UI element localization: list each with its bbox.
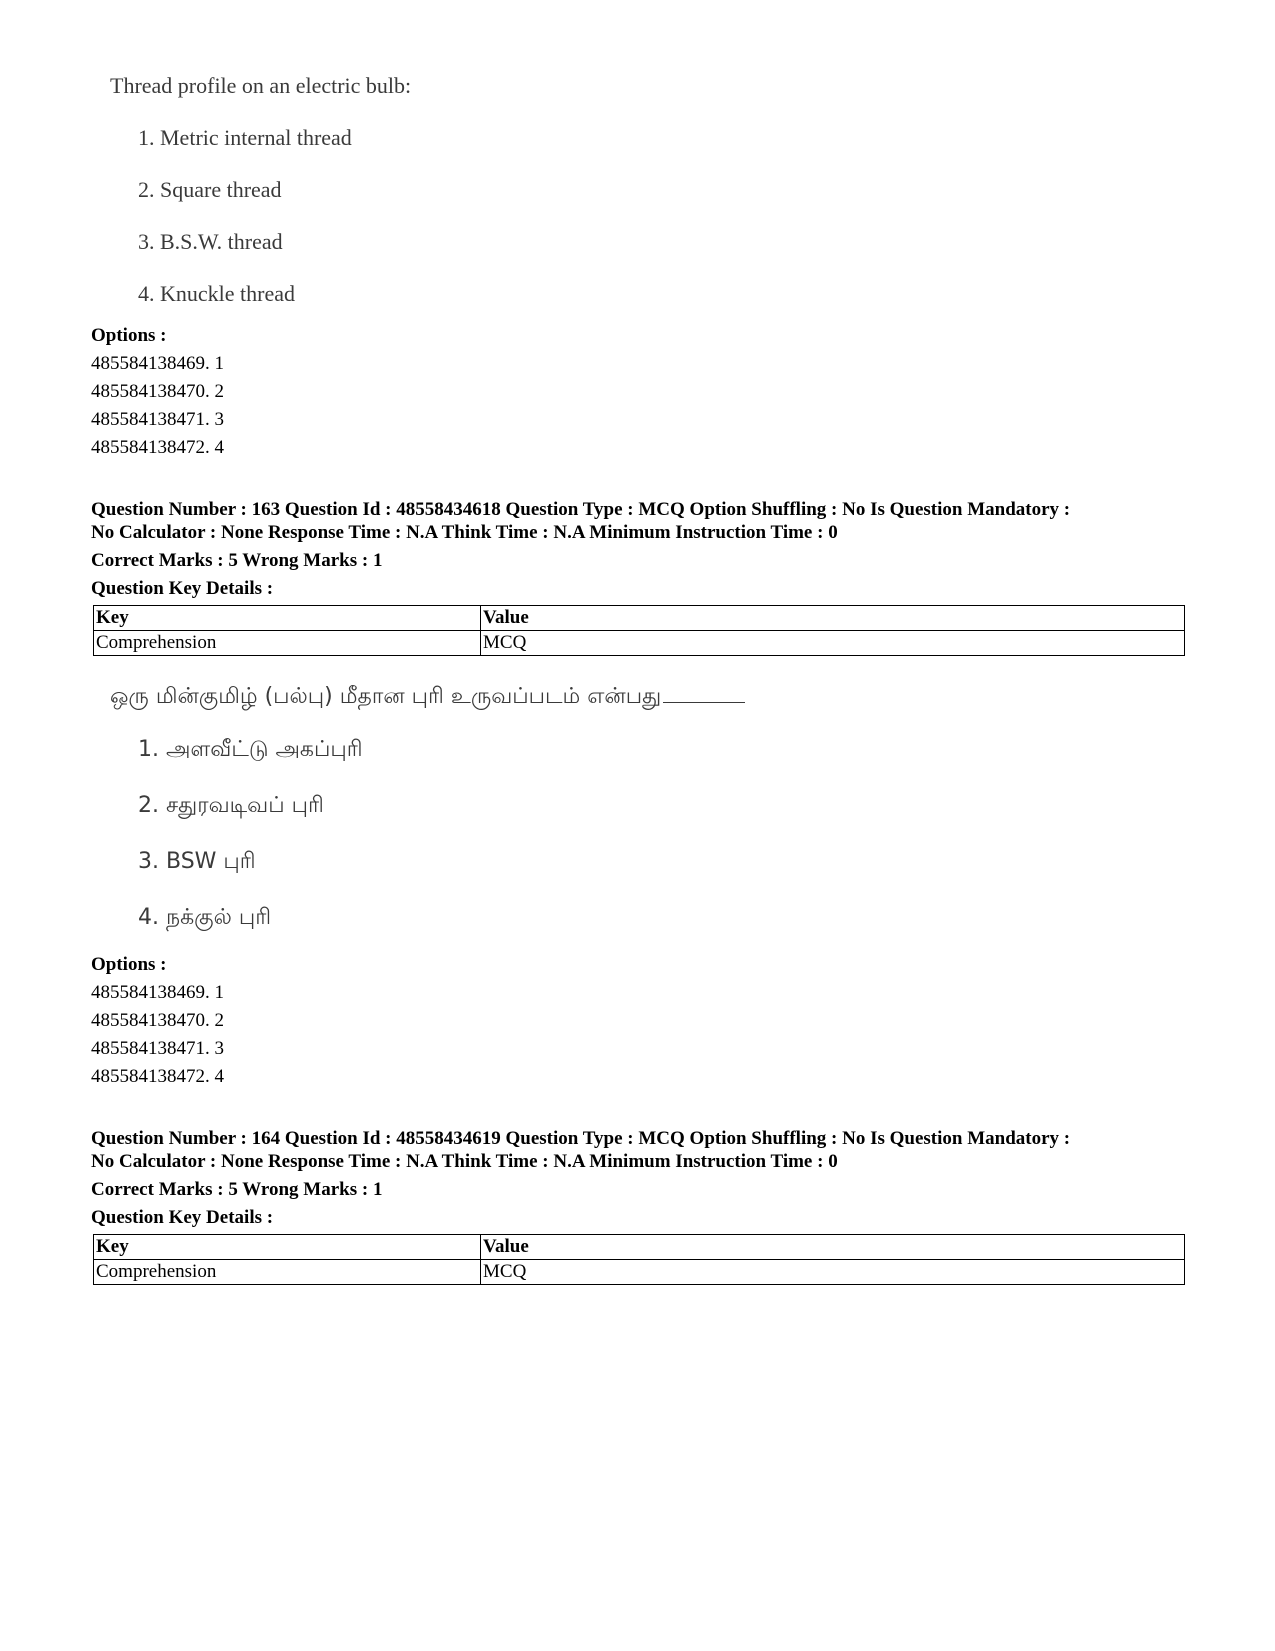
table-header-row [94,1235,1185,1260]
question-meta-line: No Calculator : None Response Time : N.A Think Time : N.A Minimum Instruction Time : 0 [91,522,838,543]
options-list [91,352,391,464]
key-details-table [93,1234,1185,1285]
table-row [94,1260,1185,1285]
question-item: 1. Metric internal thread [138,125,352,150]
marks-line: Correct Marks : 5 Wrong Marks : 1 [91,550,383,571]
table-row [94,631,1185,656]
question-item: 3. BSW புரி [138,849,256,874]
table-header-cell: Value [481,1235,1185,1260]
marks-line: Correct Marks : 5 Wrong Marks : 1 [91,1179,383,1200]
option-item: 485584138471. 3 [91,409,224,430]
question-meta-line: Question Number : 164 Question Id : 48558434619 Question Type : MCQ Option Shuffling : No Is Question Mandatory : [91,1128,1071,1149]
option-item: 485584138470. 2 [91,381,224,402]
question-image-tamil [110,684,890,944]
table-cell: MCQ [481,631,1185,656]
question-item: 3. B.S.W. thread [138,229,283,254]
question-meta-line: No Calculator : None Response Time : N.A Think Time : N.A Minimum Instruction Time : 0 [91,1151,838,1172]
question-stem [110,684,745,709]
table-header-cell: Value [481,606,1185,631]
option-item: 485584138470. 2 [91,1010,224,1031]
option-item: 485584138469. 1 [91,982,224,1003]
question-image-english [110,74,530,314]
question-item: 2. சதுரவடிவப் புரி [138,793,324,818]
answer-blank [663,684,745,703]
question-item: 4. Knuckle thread [138,281,295,306]
question-stem-text: ஒரு மின்குமிழ் (பல்பு) மீதான புரி உருவப்படம் என்பது [110,684,662,709]
option-item: 485584138471. 3 [91,1038,224,1059]
key-details-table [93,605,1185,656]
question-item: 4. நக்குல் புரி [138,905,272,930]
table-header-cell: Key [94,606,481,631]
key-details-label: Question Key Details : [91,578,274,599]
table-header-cell: Key [94,1235,481,1260]
option-item: 485584138472. 4 [91,1066,224,1087]
table-cell: Comprehension [94,631,481,656]
table-cell: Comprehension [94,1260,481,1285]
option-item: 485584138469. 1 [91,353,224,374]
options-label: Options : [91,954,167,975]
options-list [91,981,391,1093]
question-meta-line: Question Number : 163 Question Id : 48558434618 Question Type : MCQ Option Shuffling : No Is Question Mandatory : [91,499,1071,520]
question-item: 2. Square thread [138,177,282,202]
question-item: 1. அளவீட்டு அகப்புரி [138,737,363,762]
option-item: 485584138472. 4 [91,437,224,458]
options-label: Options : [91,325,167,346]
table-cell: MCQ [481,1260,1185,1285]
table-header-row [94,606,1185,631]
key-details-label: Question Key Details : [91,1207,274,1228]
question-stem: Thread profile on an electric bulb: [110,73,412,98]
